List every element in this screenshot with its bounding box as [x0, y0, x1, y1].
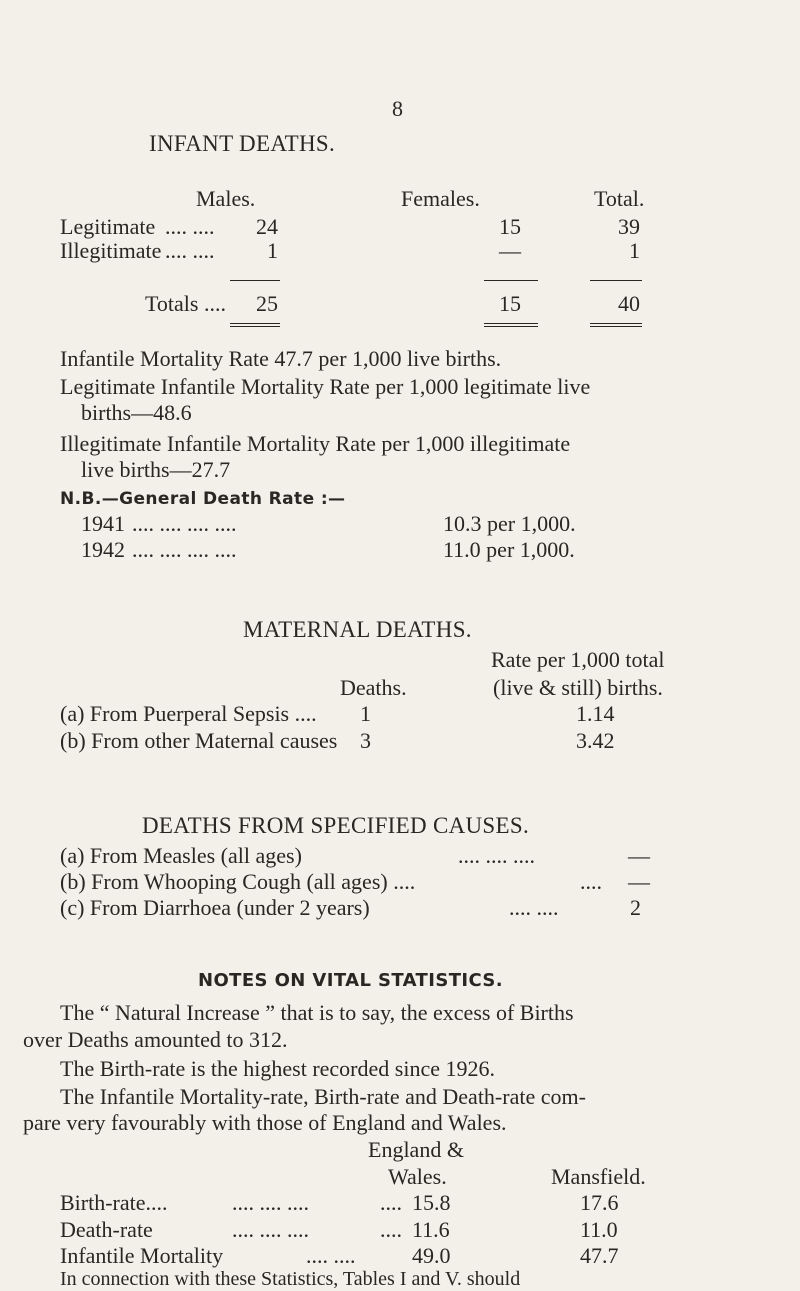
illegitimate-rate-line: Illegitimate Infantile Mortality Rate per 1,000 illegitimate [60, 431, 571, 456]
other-maternal-rate: 3.42 [576, 728, 615, 753]
rate-header-line1: Rate per 1,000 total [491, 647, 665, 672]
total-double-rule [484, 323, 538, 327]
infantile-mortality-rate: Infantile Mortality Rate 47.7 per 1,000 live births. [60, 346, 502, 371]
legitimate-rate-value: births—48.6 [81, 400, 192, 425]
infant-deaths-title: INFANT DEATHS. [149, 131, 336, 156]
col-header-females: Females. [401, 186, 480, 211]
col-header-england-wales-1: England & [368, 1137, 464, 1162]
col-header-england-wales-2: Wales. [388, 1164, 447, 1189]
row-leader-dots: .... .... .... [232, 1190, 309, 1215]
death-rate-mansfield: 11.0 [580, 1217, 618, 1242]
specified-causes-title: DEATHS FROM SPECIFIED CAUSES. [142, 813, 529, 838]
row-leader-dots: .... [380, 1190, 402, 1215]
totals-total: 40 [618, 291, 640, 316]
rate-header-line2: (live & still) births. [493, 675, 663, 700]
row-leader-dots: .... .... [306, 1243, 356, 1268]
row-leader-dots: .... .... [165, 214, 215, 239]
nb-general-death-rate: N.B.—General Death Rate :— [60, 489, 346, 509]
legitimate-females: 15 [499, 214, 521, 239]
illegitimate-males: 1 [267, 238, 278, 263]
row-leader-dots: .... .... .... [232, 1217, 309, 1242]
row-leader-dots: .... .... .... [458, 843, 535, 868]
whooping-cough-value: — [628, 869, 650, 894]
rate-1942: 11.0 per 1,000. [443, 537, 575, 562]
infantile-mortality-label: Infantile Mortality [60, 1243, 224, 1268]
birth-rate-ew: 15.8 [412, 1190, 451, 1215]
totals-females: 15 [499, 291, 521, 316]
infantile-mortality-ew: 49.0 [412, 1243, 451, 1268]
illegitimate-rate-value: live births—27.7 [81, 457, 231, 482]
measles-label: (a) From Measles (all ages) [60, 843, 302, 868]
puerperal-sepsis-label: (a) From Puerperal Sepsis .... [60, 701, 317, 726]
subtotal-rule [230, 280, 280, 281]
totals-males: 25 [256, 291, 278, 316]
legitimate-total: 39 [618, 214, 640, 239]
col-header-total: Total. [594, 186, 645, 211]
puerperal-sepsis-rate: 1.14 [576, 701, 615, 726]
other-maternal-deaths: 3 [360, 728, 371, 753]
legitimate-males: 24 [256, 214, 278, 239]
row-label-legitimate: Legitimate [60, 214, 156, 239]
col-header-males: Males. [196, 186, 256, 211]
illegitimate-females: — [499, 238, 521, 263]
measles-value: — [628, 843, 650, 868]
maternal-deaths-title: MATERNAL DEATHS. [243, 617, 472, 642]
subtotal-rule [484, 280, 538, 281]
row-leader-dots: .... .... .... .... [132, 537, 237, 562]
total-double-rule [590, 323, 642, 327]
birth-rate-label: Birth-rate.... [60, 1190, 168, 1215]
deaths-header: Deaths. [340, 675, 407, 700]
totals-label: Totals .... [145, 291, 226, 316]
natural-increase-line1: The “ Natural Increase ” that is to say, the excess of Births [60, 1000, 574, 1025]
final-note-line1: In connection with these Statistics, Tables I and V. should [60, 1268, 521, 1290]
row-leader-dots: .... [580, 869, 602, 894]
row-leader-dots: .... .... [165, 238, 215, 263]
row-leader-dots: .... [380, 1217, 402, 1242]
row-leader-dots: .... .... [509, 895, 559, 920]
legitimate-rate-line: Legitimate Infantile Mortality Rate per 1,000 legitimate live [60, 374, 591, 399]
comparison-line1: The Infantile Mortality-rate, Birth-rate and Death-rate com- [60, 1084, 586, 1109]
rate-1941: 10.3 per 1,000. [443, 511, 576, 536]
diarrhoea-value: 2 [630, 895, 641, 920]
row-leader-dots: .... .... .... .... [132, 511, 237, 536]
birth-rate-mansfield: 17.6 [580, 1190, 619, 1215]
notes-title: NOTES ON VITAL STATISTICS. [198, 970, 504, 991]
col-header-mansfield: Mansfield. [551, 1164, 646, 1189]
whooping-cough-label: (b) From Whooping Cough (all ages) .... [60, 869, 416, 894]
year-1941: 1941 [81, 511, 125, 536]
death-rate-ew: 11.6 [412, 1217, 450, 1242]
year-1942: 1942 [81, 537, 125, 562]
comparison-line2: pare very favourably with those of England and Wales. [23, 1110, 507, 1135]
death-rate-label: Death-rate [60, 1217, 153, 1242]
birth-rate-note: The Birth-rate is the highest recorded since 1926. [60, 1056, 495, 1081]
puerperal-sepsis-deaths: 1 [360, 701, 371, 726]
total-double-rule [230, 323, 280, 327]
natural-increase-line2: over Deaths amounted to 312. [23, 1027, 288, 1052]
row-label-illegitimate: Illegitimate [60, 238, 162, 263]
page-number: 8 [392, 96, 403, 121]
illegitimate-total: 1 [629, 238, 640, 263]
infantile-mortality-mansfield: 47.7 [580, 1243, 619, 1268]
other-maternal-label: (b) From other Maternal causes [60, 728, 338, 753]
subtotal-rule [590, 280, 642, 281]
diarrhoea-label: (c) From Diarrhoea (under 2 years) [60, 895, 370, 920]
